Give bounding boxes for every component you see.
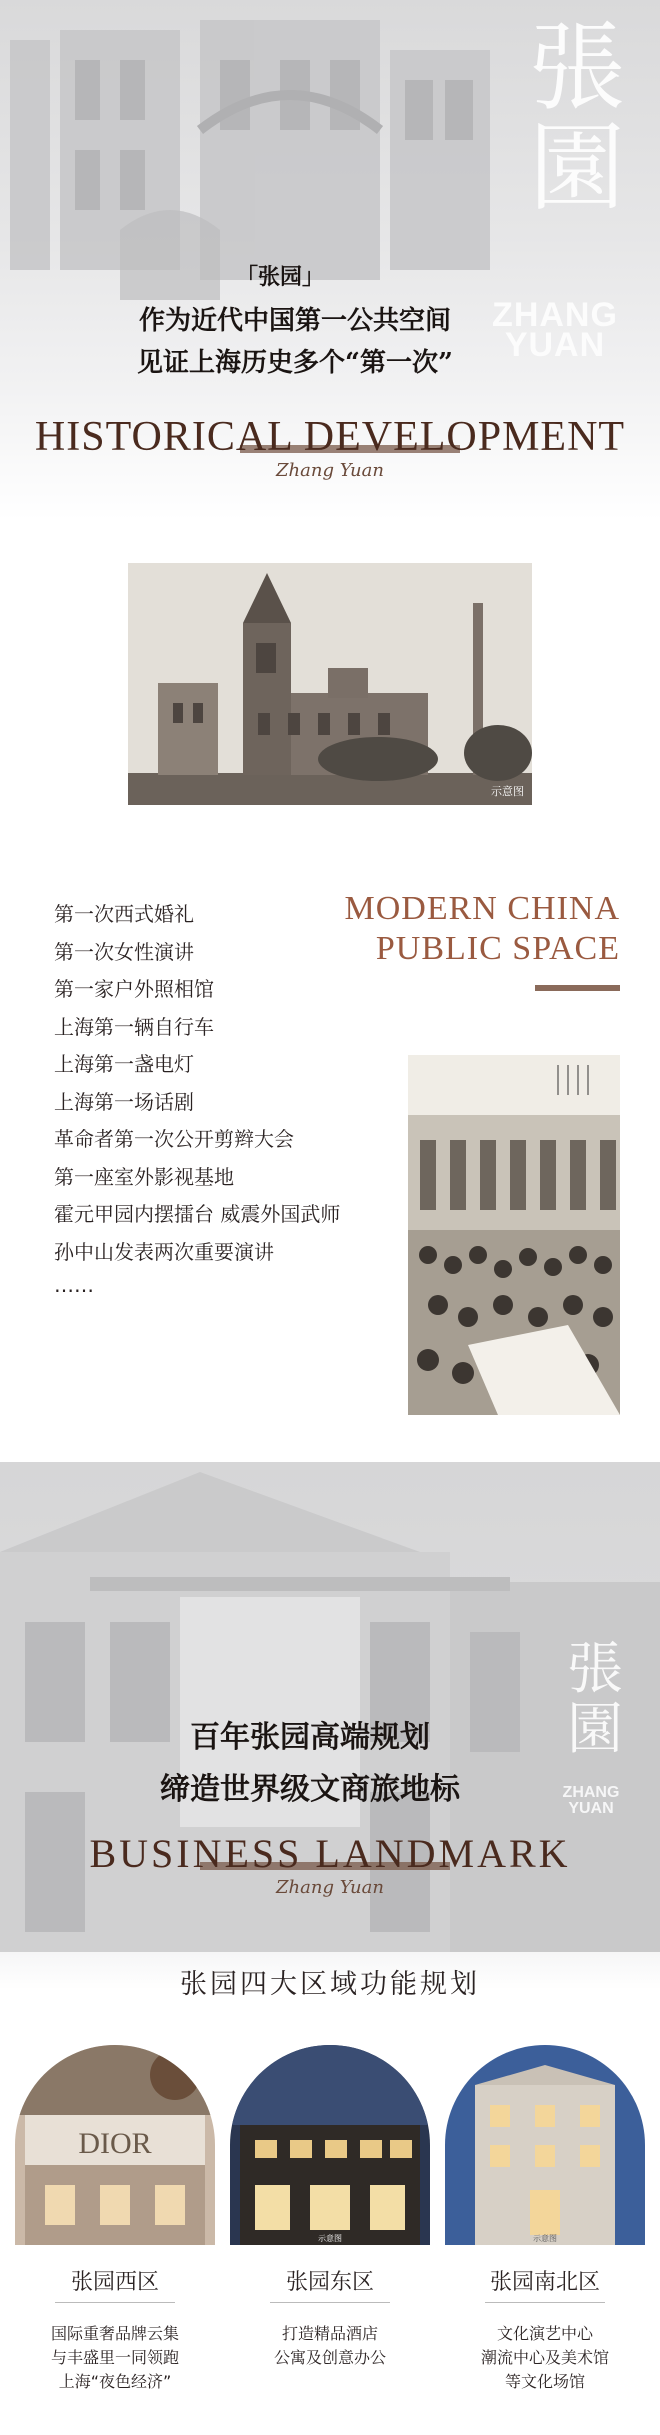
list-item: 第一座室外影视基地 <box>54 1164 234 1189</box>
historic-building-photo <box>128 563 532 805</box>
business-landmark-title: BUSINESS LANDMARK <box>89 1831 571 1876</box>
brand-latin-line-1: ZHANG <box>492 296 618 334</box>
zone-desc-line: 潮流中心及美术馆 <box>480 2348 609 2367</box>
list-item: 上海第一辆自行车 <box>54 1014 214 1039</box>
zone-west-photo <box>15 2045 215 2245</box>
dior-sign: DIOR <box>78 2127 152 2160</box>
zone-east-photo <box>230 2045 430 2245</box>
zone-desc-line: 与丰盛里一同领跑 <box>50 2348 179 2367</box>
list-item: …… <box>54 1273 94 1297</box>
modern-china-heading: MODERN CHINA <box>344 890 620 927</box>
list-item: 上海第一场话剧 <box>54 1089 194 1114</box>
list-item: 第一家户外照相馆 <box>54 977 214 1001</box>
brand-logo-cjk: 張園 <box>529 12 625 224</box>
zone-south-north-photo <box>445 2045 645 2245</box>
zones-title: 张园四大区域功能规划 <box>180 1969 480 2000</box>
zone-east-name: 张园东区 <box>285 2270 374 2295</box>
landmark-brand-latin-line-2: YUAN <box>568 1800 614 1817</box>
decorative-bar <box>535 985 620 991</box>
hero-headline-2: 见证上海历史多个“第一次” <box>137 348 453 378</box>
zone-desc-line: 上海“夜色经济” <box>58 2372 172 2391</box>
zone-divider <box>55 2302 175 2303</box>
zone-desc-line: 打造精品酒店 <box>281 2324 378 2343</box>
zone-east-caption: 示意图 <box>318 2234 342 2243</box>
zone-divider <box>270 2302 390 2303</box>
historic-building-illustration <box>128 563 532 805</box>
brand-latin-line-2: YUAN <box>504 326 606 364</box>
zone-west-description <box>15 2322 215 2394</box>
list-item: 霍元甲园内摆擂台 威震外国武师 <box>54 1202 341 1226</box>
zone-east-illustration <box>230 2045 430 2245</box>
zone-desc-line: 国际重奢品牌云集 <box>50 2324 179 2343</box>
landmark-brand-logo-cjk: 張園 <box>567 1637 623 1762</box>
public-space-heading: PUBLIC SPACE <box>375 930 620 967</box>
landmark-headline-2: 缔造世界级文商旅地标 <box>160 1772 460 1807</box>
landmark-headline-1: 百年张园高端规划 <box>190 1720 430 1755</box>
list-item: 革命者第一次公开剪辫大会 <box>54 1127 294 1151</box>
photo-caption: 示意图 <box>491 785 524 798</box>
list-item: 孙中山发表两次重要演讲 <box>54 1239 274 1264</box>
zone-divider <box>485 2302 605 2303</box>
zone-south-north-caption: 示意图 <box>533 2234 557 2243</box>
business-landmark-signature: Zhang Yuan <box>276 1877 384 1898</box>
zone-south-north-illustration <box>445 2045 645 2245</box>
zone-desc-line: 文化演艺中心 <box>496 2324 593 2343</box>
landmark-brand-latin-line-1: ZHANG <box>562 1784 620 1801</box>
list-item: 第一次西式婚礼 <box>54 902 194 926</box>
zone-desc-line: 公寓及创意办公 <box>273 2348 386 2367</box>
zone-south-north-description <box>445 2322 645 2394</box>
list-item: 上海第一盏电灯 <box>54 1052 194 1076</box>
zone-west-illustration <box>15 2045 215 2245</box>
zone-desc-line: 等文化场馆 <box>504 2372 585 2391</box>
zone-west-name: 张园西区 <box>70 2270 159 2295</box>
historical-development-signature: Zhang Yuan <box>276 460 384 481</box>
hero-quote: 「张园」 <box>235 264 324 290</box>
historic-etching-illustration <box>408 1055 620 1415</box>
list-item: 第一次女性演讲 <box>54 939 194 964</box>
zone-east-description <box>230 2322 430 2370</box>
etching-drawing <box>408 1055 620 1415</box>
historical-development-title: HISTORICAL DEVELOPMENT <box>34 414 626 460</box>
zone-south-north-name: 张园南北区 <box>489 2270 600 2295</box>
firsts-list <box>54 898 384 1311</box>
hero-headline-1: 作为近代中国第一公共空间 <box>138 306 451 336</box>
